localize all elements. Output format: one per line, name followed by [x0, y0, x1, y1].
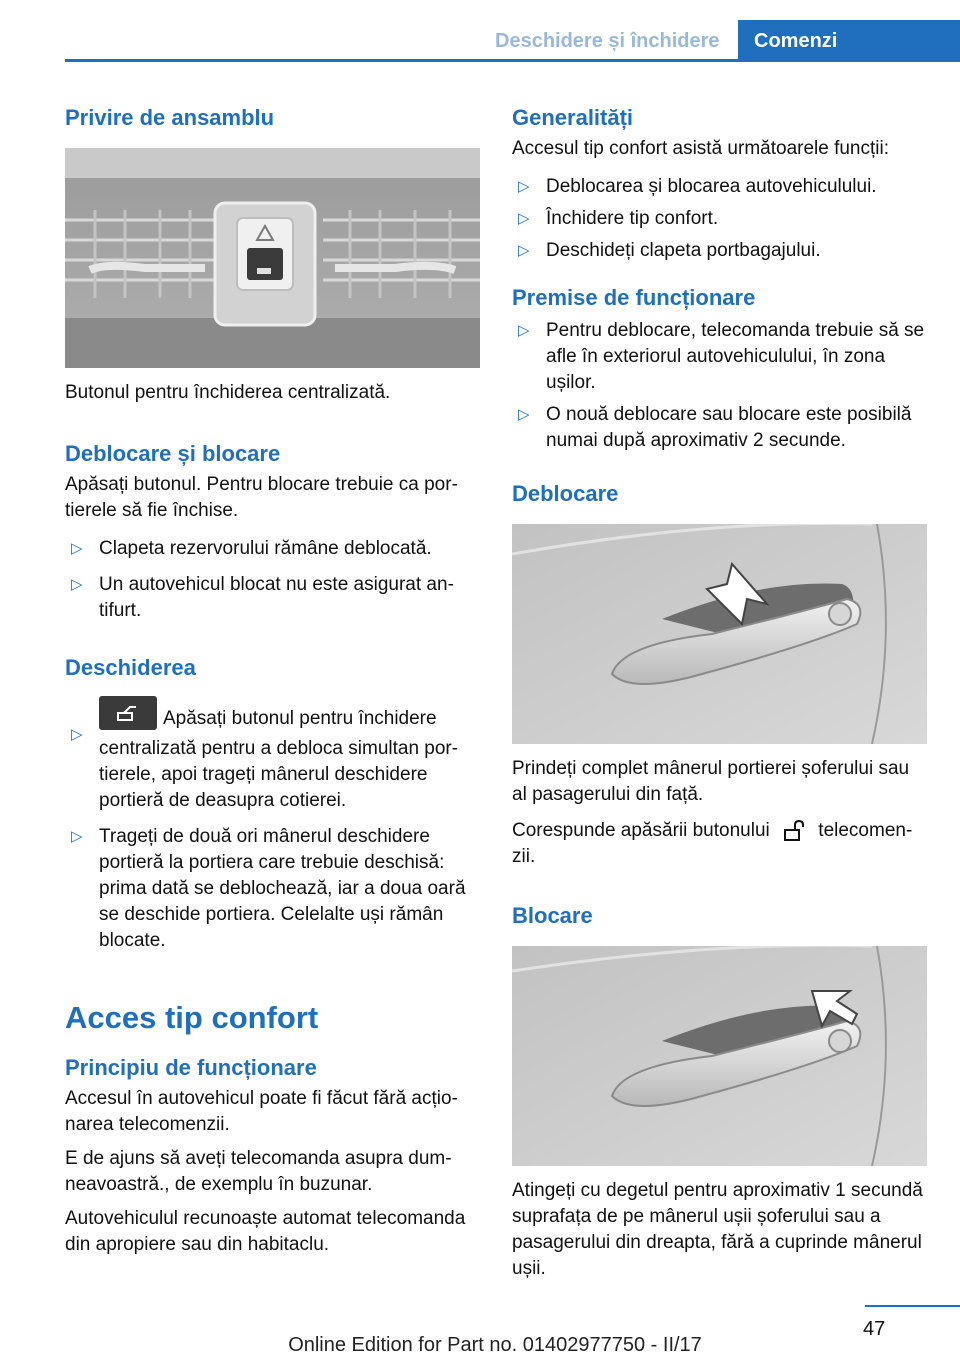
unlock-paragraph-2: Corespunde apăsării butonului telecomenzii.: [512, 820, 913, 867]
general-text: Accesul tip confort asistă următoarele funcții:: [512, 138, 890, 159]
list-item: ▷ Apăsați butonul pentru închidere centralizată pentru a debloca simultan portierele, apoi trageți mânerul deschidere portieră de deasupra cotierei.: [65, 702, 480, 814]
list-item: ▷ Trageți de două ori mânerul deschidere portieră la portiera care trebuie deschisă: prima dată se deblochează, iar a doua oară se deschide portiera. Celelalte uși rămân blocate.: [71, 826, 466, 951]
principle-heading: Principiu de funcționare: [65, 1055, 317, 1080]
header-rule: [65, 59, 960, 62]
lock-heading-right: Blocare: [512, 903, 593, 928]
list-item: ▷ O nouă deblocare sau blocare este posibilă numai după aproximativ 2 secunde.: [518, 404, 912, 451]
header-tab: Comenzi: [738, 20, 960, 62]
triangle-right-icon: ▷: [71, 576, 83, 593]
list-item: ▷ Clapeta rezervorului rămâne deblocată.: [65, 536, 480, 562]
comfort-access-heading: Acces tip confort: [65, 1000, 319, 1035]
footer-rule: [865, 1305, 960, 1307]
header-section-title: Deschidere și închidere: [495, 30, 720, 52]
door-lock-button-icon: [99, 696, 157, 730]
open-heading: Deschiderea: [65, 655, 196, 680]
triangle-right-icon: ▷: [518, 406, 530, 423]
unlock-heading: Deblocare: [512, 481, 619, 506]
premise-list: [512, 318, 927, 454]
page-number: 47: [863, 1318, 886, 1340]
lock-heading: Deblocare și blocare: [65, 441, 281, 466]
central-lock-button-figure: [65, 148, 480, 368]
door-handle-lock-figure: [512, 946, 927, 1166]
lock-list: [65, 536, 480, 624]
footer-edition: Online Edition for Part no. 01402977750 - II/17: [288, 1334, 702, 1356]
premise-heading: Premise de funcționare: [512, 285, 756, 310]
right-column: [512, 100, 927, 1282]
triangle-right-icon: ▷: [518, 242, 530, 259]
triangle-right-icon: ▷: [518, 210, 530, 227]
lock-text-right: Atingeți cu degetul pentru aproximativ 1 secundă suprafața de pe mânerul ușii șoferului sau a pasagerului din dreapta, fără a cuprinde mânerul ușii.: [512, 1180, 923, 1279]
list-item: ▷ Deblocarea și blocarea autovehiculului.: [512, 174, 927, 200]
list-item: ▷ Un autovehicul blocat nu este asigurat antifurt.: [71, 574, 454, 621]
general-list: [512, 174, 927, 264]
triangle-right-icon: ▷: [71, 540, 83, 557]
triangle-right-icon: ▷: [518, 322, 530, 339]
principle-paragraph-1: Accesul în autovehicul poate fi făcut fără acționarea telecomenzii.: [65, 1088, 458, 1135]
triangle-right-icon: ▷: [71, 828, 83, 845]
list-item: ▷ Închidere tip confort.: [512, 206, 927, 232]
left-column: [65, 100, 480, 1258]
unlock-paragraph-1: Prindeți complet mânerul portierei șoferului sau al pasagerului din față.: [512, 758, 910, 805]
general-heading: Generalități: [512, 105, 634, 130]
overview-heading: Privire de ansamblu: [65, 105, 275, 130]
triangle-right-icon: ▷: [71, 726, 83, 743]
open-list: [65, 702, 480, 954]
door-handle-unlock-figure: [512, 524, 927, 744]
triangle-right-icon: ▷: [518, 178, 530, 195]
principle-paragraph-2: E de ajuns să aveți telecomanda asupra dumneavoastră., de exemplu în buzunar.: [65, 1148, 452, 1195]
overview-caption: Butonul pentru închiderea centralizată.: [65, 382, 391, 403]
list-item: ▷ Pentru deblocare, telecomanda trebuie să se afle în exteriorul autovehiculului, în zona ușilor.: [518, 320, 925, 393]
unlocked-padlock-icon: [779, 820, 809, 842]
lock-text: Apăsați butonul. Pentru blocare trebuie ca portierele să fie închise.: [65, 474, 458, 521]
principle-paragraph-3: Autovehiculul recunoaște automat telecomanda din apropiere sau din habitaclu.: [65, 1208, 466, 1255]
list-item: ▷ Deschideți clapeta portbagajului.: [512, 238, 927, 264]
